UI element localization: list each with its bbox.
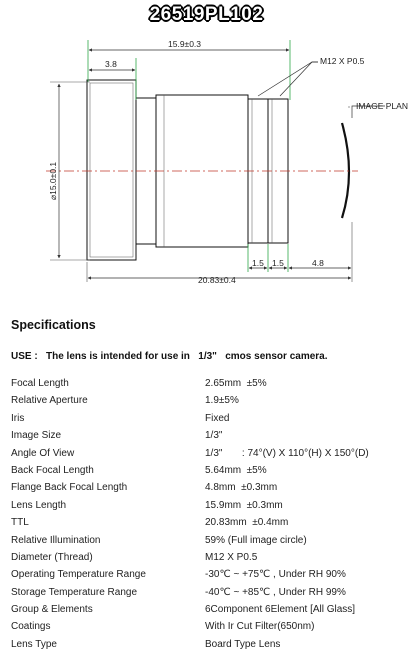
specifications-table bbox=[11, 378, 406, 656]
overall-width-label: 15.9±0.3 bbox=[168, 39, 202, 49]
spec-row bbox=[11, 552, 406, 569]
seg2-label: 1.5 bbox=[272, 258, 284, 268]
spec-row bbox=[11, 535, 406, 552]
spec-value: With Ir Cut Filter(650nm) bbox=[205, 621, 315, 633]
spec-row bbox=[11, 500, 406, 517]
spec-value: Fixed bbox=[205, 412, 230, 424]
spec-row bbox=[11, 430, 406, 447]
lens-body bbox=[87, 80, 288, 260]
spec-row bbox=[11, 517, 406, 534]
spec-label: Back Focal Length bbox=[11, 464, 94, 476]
spec-value: 20.83mm ±0.4mm bbox=[205, 517, 289, 529]
spec-row bbox=[11, 413, 406, 430]
spec-row bbox=[11, 378, 406, 395]
spec-label: Relative Illumination bbox=[11, 534, 101, 546]
spec-label: Lens Type bbox=[11, 638, 57, 650]
spec-row bbox=[11, 482, 406, 499]
image-plane-label: IMAGE PLAN bbox=[356, 101, 408, 111]
spec-row bbox=[11, 465, 406, 482]
diameter-label: ⌀15.0±0.1 bbox=[48, 161, 58, 200]
spec-value: M12 X P0.5 bbox=[205, 551, 258, 563]
spec-row bbox=[11, 604, 406, 621]
bfl-label: 4.8 bbox=[312, 258, 324, 268]
spec-value: Board Type Lens bbox=[205, 638, 281, 650]
spec-label: Diameter (Thread) bbox=[11, 551, 93, 563]
thread-label: M12 X P0.5 bbox=[320, 56, 365, 66]
spec-row bbox=[11, 395, 406, 412]
spec-value: 1/3" : 74°(V) X 110°(H) X 150°(D) bbox=[205, 447, 369, 459]
spec-label: Storage Temperature Range bbox=[11, 586, 138, 598]
front-width-label: 3.8 bbox=[105, 59, 117, 69]
spec-label: TTL bbox=[11, 517, 29, 529]
spec-value: -30℃ ~ +75℃ , Under RH 90% bbox=[205, 569, 346, 581]
spec-label: Image Size bbox=[11, 430, 62, 442]
usage-statement: USE : The lens is intended for use in 1/3" cmos sensor camera. bbox=[11, 351, 328, 362]
spec-value: 5.64mm ±5% bbox=[205, 464, 267, 476]
spec-label: Lens Length bbox=[11, 499, 67, 511]
spec-label: Iris bbox=[11, 412, 25, 424]
spec-label: Relative Aperture bbox=[11, 395, 88, 407]
seg1-label: 1.5 bbox=[252, 258, 264, 268]
ttl-label: 20.83±0.4 bbox=[198, 275, 236, 285]
spec-value: 6Component 6Element [All Glass] bbox=[205, 604, 356, 616]
part-number-title: 26519PL102 bbox=[149, 4, 264, 25]
spec-value: 2.65mm ±5% bbox=[205, 378, 267, 389]
spec-value: 1/3" bbox=[205, 430, 223, 442]
spec-value: 4.8mm ±0.3mm bbox=[205, 482, 278, 494]
spec-label: Coatings bbox=[11, 621, 51, 633]
spec-label: Flange Back Focal Length bbox=[11, 482, 128, 494]
image-plane bbox=[342, 123, 349, 218]
spec-value: -40℃ ~ +85℃ , Under RH 99% bbox=[205, 586, 346, 598]
spec-row bbox=[11, 621, 406, 638]
spec-value: 15.9mm ±0.3mm bbox=[205, 499, 283, 511]
spec-value: 59% (Full image circle) bbox=[205, 534, 307, 546]
spec-row bbox=[11, 587, 406, 604]
spec-label: Angle Of View bbox=[11, 447, 75, 459]
spec-label: Focal Length bbox=[11, 378, 69, 389]
spec-row bbox=[11, 448, 406, 465]
spec-row bbox=[11, 569, 406, 586]
spec-label: Group & Elements bbox=[11, 604, 93, 616]
specifications-heading: Specifications bbox=[11, 318, 96, 332]
spec-row bbox=[11, 639, 406, 656]
spec-value: 1.9±5% bbox=[205, 395, 239, 407]
spec-label: Operating Temperature Range bbox=[11, 569, 146, 581]
lens-technical-drawing bbox=[0, 0, 413, 300]
